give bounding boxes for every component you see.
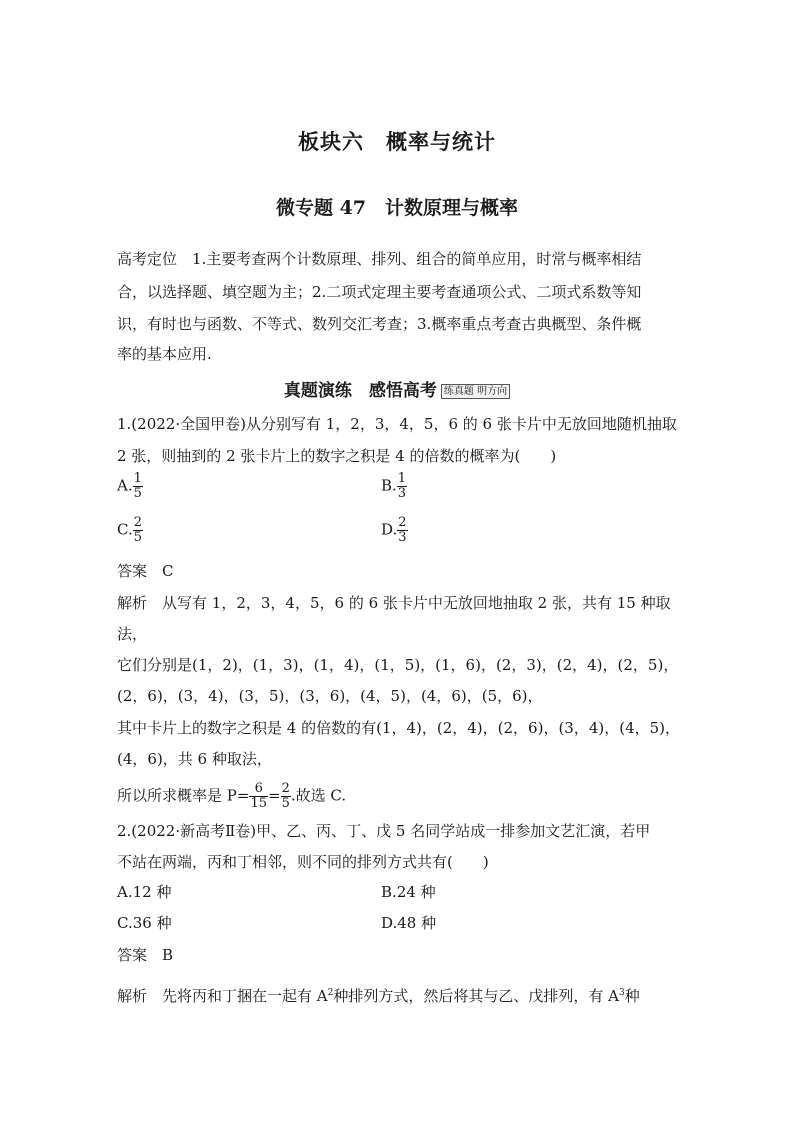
- q1-stem-line: 2 张，则抽到的 2 张卡片上的数字之积是 4 的倍数的概率为( ): [117, 447, 557, 465]
- intro-line: 率的基本应用.: [117, 345, 212, 363]
- q2-analysis-line: 解析 先将丙和丁捆在一起有 $A^2$种排列方式，然后将其与乙、戊排列，有 $A^3$种: [117, 987, 640, 1005]
- section-tag: 练真题 明方向: [441, 384, 510, 399]
- section-title: 真题演练 感悟高考: [283, 381, 437, 401]
- fraction: $\frac{1}{5}$: [133, 471, 142, 501]
- q1-option-c: C. $\frac{2}{5}$: [117, 515, 142, 545]
- fraction: $\frac{1}{3}$: [397, 471, 407, 501]
- q2-option-a: A.12 种: [117, 883, 172, 901]
- q2-stem-line: 不站在两端，丙和丁相邻，则不同的排列方式共有( ): [117, 853, 489, 871]
- q2-option-c: C.36 种: [117, 914, 172, 932]
- q1-analysis-line: (4，6)，共 6 种取法，: [117, 750, 272, 768]
- q1-analysis-line: (2，6)，(3，4)，(3，5)，(3，6)，(4，5)，(4，6)，(5，6)，: [117, 687, 543, 705]
- page-title: 板块六 概率与统计: [298, 129, 496, 154]
- q2-answer: 答案 B: [117, 946, 174, 964]
- subtopic-title: 微专题 47 计数原理与概率: [275, 197, 519, 219]
- q1-option-b: B. $\frac{1}{3}$: [381, 471, 407, 501]
- q2-option-b: B.24 种: [381, 883, 436, 901]
- intro-line: 识，有时也与函数、不等式、数列交汇考查；3.概率重点考查古典概型、条件概: [117, 315, 642, 333]
- section-heading: [0, 376, 794, 401]
- fraction: $\frac{2}{3}$: [398, 515, 407, 545]
- fraction: $\frac{2}{5}$: [281, 781, 290, 811]
- q1-option-a: A. $\frac{1}{5}$: [117, 471, 142, 501]
- q1-analysis-line: 法，: [117, 625, 148, 643]
- q1-conclusion: 所以所求概率是 P= $\frac{6}{15}$ = $\frac{2}{5}$ .故选 C.: [117, 781, 347, 811]
- q1-option-d: D. $\frac{2}{3}$: [381, 515, 407, 545]
- intro-line: 合，以选择题、填空题为主；2.二项式定理主要考查通项公式、二项式系数等知: [117, 283, 642, 301]
- fraction: $\frac{6}{15}$: [250, 781, 267, 811]
- q1-stem-line: 1.(2022·全国甲卷)从分别写有 1，2，3，4，5，6 的 6 张卡片中无放回地随机抽取: [117, 415, 677, 433]
- fraction: $\frac{2}{5}$: [133, 515, 142, 545]
- q2-option-d: D.48 种: [381, 914, 437, 932]
- q1-analysis-line: 其中卡片上的数字之积是 4 的倍数的有(1，4)，(2，4)，(2，6)，(3，4)，(4，5)，: [117, 719, 681, 737]
- intro-line: 高考定位 1.主要考查两个计数原理、排列、组合的简单应用，时常与概率相结: [117, 250, 642, 268]
- q1-answer: 答案 C: [117, 562, 174, 580]
- q2-stem-line: 2.(2022·新高考Ⅱ卷)甲、乙、丙、丁、戊 5 名同学站成一排参加文艺汇演，若甲: [117, 822, 651, 840]
- q1-analysis-line: 它们分别是(1，2)，(1，3)，(1，4)，(1，5)，(1，6)，(2，3)，(2，4)，(2，5)，: [117, 656, 679, 674]
- q1-analysis-line: 解析 从写有 1，2，3，4，5，6 的 6 张卡片中无放回地抽取 2 张，共有 15 种取: [117, 594, 671, 612]
